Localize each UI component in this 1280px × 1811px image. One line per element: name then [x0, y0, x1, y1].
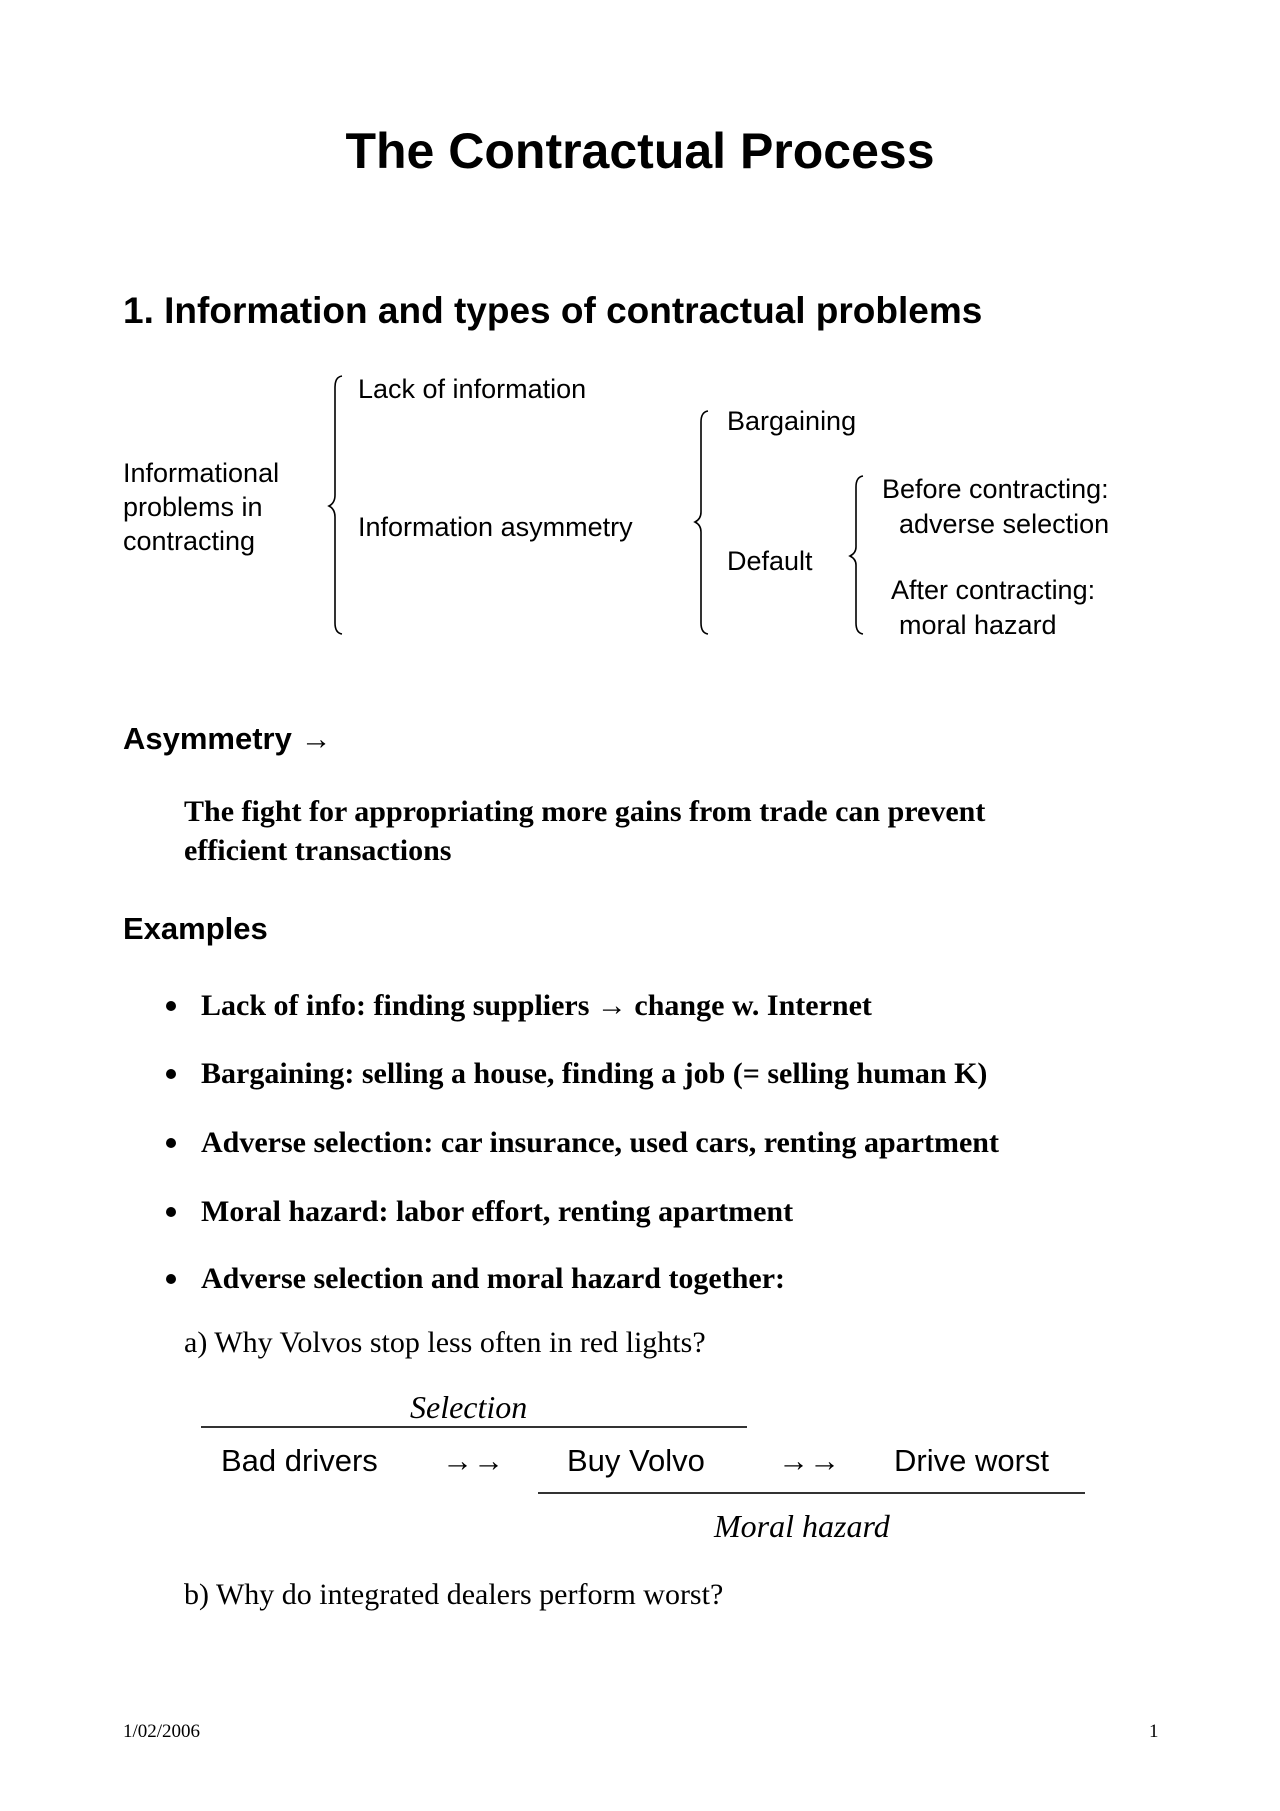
diagram-default: Default — [727, 546, 813, 576]
diagram-moral-hazard: moral hazard — [899, 610, 1057, 640]
section-heading: 1. Information and types of contractual problems — [123, 290, 983, 331]
diagram-lack-of-information: Lack of information — [358, 374, 587, 404]
footer-date: 1/02/2006 — [123, 1721, 201, 1742]
list-item: Lack of info: finding suppliers → change w. Internet — [201, 989, 872, 1022]
list-item: Adverse selection and moral hazard together: — [201, 1262, 786, 1295]
diagram-information-asymmetry: Information asymmetry — [358, 512, 633, 542]
question-a: a) Why Volvos stop less often in red lights? — [184, 1326, 706, 1359]
double-arrow-icon: →→ — [442, 1443, 504, 1478]
asymmetry-text-line1: The fight for appropriating more gains from trade can prevent — [184, 795, 986, 828]
bullet-icon — [166, 1001, 176, 1011]
list-item: Moral hazard: labor effort, renting apartment — [201, 1195, 794, 1228]
flow-step-bad-drivers: Bad drivers — [221, 1443, 378, 1478]
brace-2 — [694, 410, 714, 635]
diagram-before-contracting: Before contracting: — [882, 474, 1109, 504]
asymmetry-text-line2: efficient transactions — [184, 834, 452, 867]
asymmetry-heading: Asymmetry → — [123, 721, 332, 756]
moral-hazard-rule — [538, 1492, 1085, 1494]
bullet-icon — [166, 1138, 176, 1148]
diagram-root-line1: Informational — [123, 458, 280, 488]
bullet-icon — [166, 1069, 176, 1079]
bullet-icon — [166, 1274, 176, 1284]
diagram-bargaining: Bargaining — [727, 406, 857, 436]
question-b: b) Why do integrated dealers perform worst? — [184, 1578, 724, 1611]
diagram-after-contracting: After contracting: — [891, 575, 1096, 605]
flow-step-buy-volvo: Buy Volvo — [567, 1443, 705, 1478]
list-item: Adverse selection: car insurance, used cars, renting apartment — [201, 1126, 999, 1159]
list-item: Bargaining: selling a house, finding a job (= selling human K) — [201, 1057, 988, 1090]
selection-label: Selection — [410, 1389, 528, 1425]
diagram-root-line3: contracting — [123, 526, 256, 556]
moral-hazard-label: Moral hazard — [714, 1508, 890, 1544]
brace-1 — [328, 375, 348, 635]
diagram-adverse-selection: adverse selection — [899, 509, 1110, 539]
flow-step-drive-worst: Drive worst — [894, 1443, 1050, 1478]
brace-3 — [849, 475, 869, 635]
diagram-root-line2: problems in — [123, 492, 263, 522]
double-arrow-icon: →→ — [778, 1443, 840, 1478]
bullet-icon — [166, 1207, 176, 1217]
examples-heading: Examples — [123, 911, 268, 946]
page-number: 1 — [1149, 1721, 1159, 1742]
selection-rule — [201, 1426, 747, 1428]
page-title: The Contractual Process — [345, 123, 935, 179]
